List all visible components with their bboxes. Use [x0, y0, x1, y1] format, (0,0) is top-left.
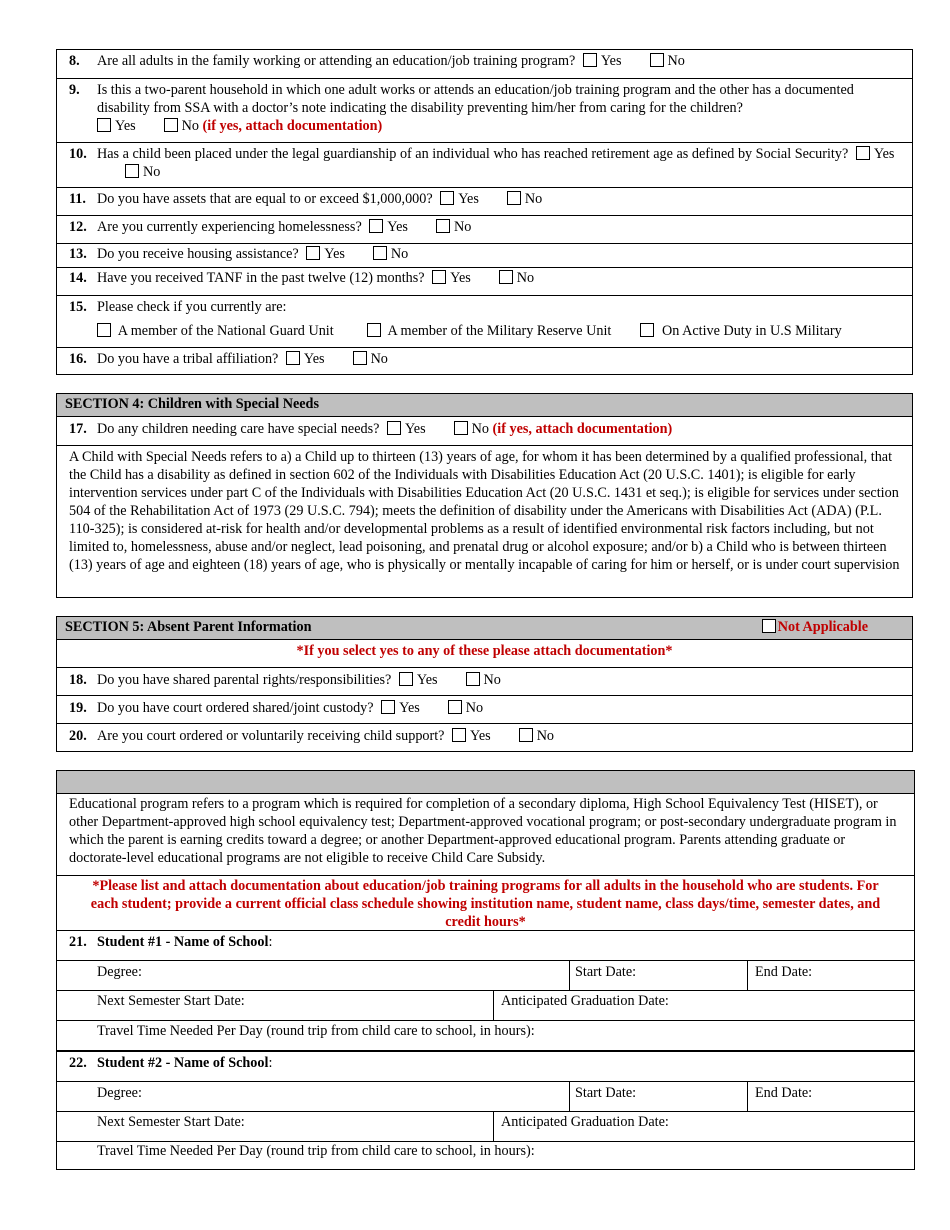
no-checkbox[interactable] — [436, 219, 450, 233]
no-label: No — [516, 270, 535, 286]
yes-label: Yes — [399, 700, 420, 716]
section5-table — [56, 616, 913, 752]
yes-checkbox[interactable] — [583, 53, 597, 67]
question-number: 12. — [69, 219, 87, 235]
question-text: Do you have shared parental rights/responsibilities? — [97, 672, 392, 688]
education-notice-row — [57, 875, 914, 930]
question-number: 19. — [69, 700, 87, 716]
question-number: 11. — [69, 191, 86, 207]
question-19 — [57, 695, 912, 723]
start-date-label: Start Date: — [575, 964, 637, 980]
option-label: A member of the National Guard Unit — [117, 323, 334, 339]
start-date-label: Start Date: — [575, 1085, 637, 1101]
student-1-degree-row — [57, 960, 914, 990]
degree-label: Degree: — [97, 1085, 142, 1101]
question-text: Do you have court ordered shared/joint custody? — [97, 700, 374, 716]
active-duty-checkbox[interactable] — [640, 323, 654, 337]
yes-checkbox[interactable] — [97, 118, 111, 132]
yes-checkbox[interactable] — [856, 146, 870, 160]
no-label: No — [181, 118, 199, 134]
yes-checkbox[interactable] — [381, 700, 395, 714]
student-2-school-row[interactable]: 22. Student #2 - Name of School: — [57, 1050, 914, 1081]
degree-label: Degree: — [97, 964, 142, 980]
yes-label: Yes — [404, 421, 426, 437]
yes-checkbox[interactable] — [387, 421, 401, 435]
question-text: Do you receive housing assistance? — [97, 246, 299, 262]
yes-label: Yes — [458, 191, 479, 207]
question-number: 22. — [69, 1055, 87, 1071]
not-applicable-checkbox[interactable] — [762, 619, 776, 633]
section5-header — [57, 617, 912, 639]
yes-checkbox[interactable] — [286, 351, 300, 365]
education-definition — [57, 793, 914, 875]
school-label: Student #2 - Name of School — [97, 1055, 269, 1071]
question-text: Are all adults in the family working or attending an education/job training program? — [97, 53, 576, 69]
no-label: No — [524, 191, 543, 207]
section6-header — [57, 771, 914, 793]
question-16 — [57, 347, 912, 376]
option-label: On Active Duty in U.S Military — [661, 323, 842, 339]
section4-header — [57, 394, 912, 416]
next-semester-label: Next Semester Start Date: — [97, 1114, 245, 1130]
no-checkbox[interactable] — [125, 164, 139, 178]
section-title: SECTION 5: Absent Parent Information — [65, 619, 312, 635]
not-applicable-label: Not Applicable — [777, 619, 868, 635]
question-10 — [57, 142, 912, 187]
yes-checkbox[interactable] — [306, 246, 320, 260]
section4-table — [56, 393, 913, 598]
question-15 — [57, 295, 912, 347]
no-label: No — [390, 246, 409, 262]
attach-notice: *Please list and attach documentation about education/job training programs for all adults in the household who are students. For each student; provide a current official class schedule showing institution name, student name, class days/time, semester dates, and credit hours* — [90, 878, 881, 930]
section3-table — [56, 49, 913, 375]
yes-label: Yes — [450, 270, 471, 286]
question-number: 8. — [69, 53, 80, 69]
attach-notice: *If you select yes to any of these please attach documentation* — [296, 643, 673, 659]
graduation-date-label: Anticipated Graduation Date: — [501, 1114, 669, 1130]
no-checkbox[interactable] — [454, 421, 468, 435]
option-label: A member of the Military Reserve Unit — [387, 323, 612, 339]
yes-checkbox[interactable] — [452, 728, 466, 742]
student-2-semester-row — [57, 1111, 914, 1141]
no-checkbox[interactable] — [448, 700, 462, 714]
end-date-label: End Date: — [755, 1085, 813, 1101]
no-label: No — [143, 164, 161, 180]
no-label: No — [667, 53, 685, 69]
question-17 — [57, 416, 912, 445]
yes-checkbox[interactable] — [399, 672, 413, 686]
question-text: Has a child been placed under the legal guardianship of an individual who has reached retirement age as defined by Social Security? — [97, 146, 849, 162]
attach-note: (if yes, attach documentation) — [492, 421, 673, 437]
yes-label: Yes — [416, 672, 438, 688]
question-number: 14. — [69, 270, 87, 286]
yes-label: Yes — [115, 118, 136, 134]
question-number: 17. — [69, 421, 87, 437]
question-8 — [57, 50, 912, 78]
yes-label: Yes — [324, 246, 345, 262]
national-guard-checkbox[interactable] — [97, 323, 111, 337]
student-1-school-row[interactable]: 21. Student #1 - Name of School: — [57, 930, 914, 960]
graduation-date-label: Anticipated Graduation Date: — [501, 993, 669, 1009]
question-text: Have you received TANF in the past twelve (12) months? — [97, 270, 425, 286]
no-checkbox[interactable] — [507, 191, 521, 205]
yes-checkbox[interactable] — [369, 219, 383, 233]
question-number: 16. — [69, 351, 87, 367]
travel-time-label: Travel Time Needed Per Day (round trip from child care to school, in hours): — [97, 1143, 535, 1159]
no-checkbox[interactable] — [373, 246, 387, 260]
student-1-semester-row — [57, 990, 914, 1020]
question-text: Are you currently experiencing homelessness? — [97, 219, 362, 235]
yes-label: Yes — [873, 146, 895, 162]
no-checkbox[interactable] — [519, 728, 533, 742]
school-label: Student #1 - Name of School — [97, 934, 269, 950]
no-label: No — [453, 219, 472, 235]
question-18 — [57, 667, 912, 695]
no-label: No — [536, 728, 555, 744]
student-2-travel-row — [57, 1141, 914, 1171]
student-1-travel-row — [57, 1020, 914, 1050]
question-number: 10. — [69, 146, 87, 162]
question-text: Do you have a tribal affiliation? — [97, 351, 279, 367]
no-label: No — [483, 672, 501, 688]
question-number: 9. — [69, 82, 80, 98]
no-checkbox[interactable] — [650, 53, 664, 67]
no-label: No — [471, 421, 489, 437]
question-14 — [57, 267, 912, 295]
attach-note: (if yes, attach documentation) — [202, 118, 383, 134]
question-text: Do any children needing care have special needs? — [97, 421, 380, 437]
question-text: Is this a two-parent household in which one adult works or attends an education/job training program and the other has a documented disability from SSA with a doctor’s note indicating the disability preventing him/her from caring for the children? — [97, 82, 854, 116]
section6-table — [56, 770, 915, 1170]
definition-text: Educational program refers to a program which is required for completion of a secondary diploma, High School Equivalency Test (HISET), or other Department-approved high school equivalency test; Department-approved vocational program; or post-secondary undergraduate program in which the parent is earning credits toward a degree; or another Department-approved educational program. Parents attending graduate or doctorate-level educational programs are not eligible to receive Child Care Subsidy. — [69, 796, 897, 866]
special-needs-definition — [57, 445, 912, 599]
question-13 — [57, 243, 912, 267]
yes-label: Yes — [303, 351, 325, 367]
question-text: Please check if you currently are: — [97, 299, 287, 315]
end-date-label: End Date: — [755, 964, 813, 980]
question-number: 18. — [69, 672, 87, 688]
question-12 — [57, 215, 912, 243]
question-9 — [57, 78, 912, 142]
no-checkbox[interactable] — [164, 118, 178, 132]
student-2-degree-row — [57, 1081, 914, 1111]
question-number: 15. — [69, 299, 87, 315]
question-20 — [57, 723, 912, 753]
section-title: SECTION 4: Children with Special Needs — [65, 396, 319, 412]
yes-checkbox[interactable] — [432, 270, 446, 284]
definition-text: A Child with Special Needs refers to a) a Child up to thirteen (13) years of age, for whom it has been determined by a qualified professional, that the Child has a disability as defined in section 602 of the Individuals with Disabilities Education Act (20 U.S.C. 1401); is eligible for early intervention services under part C of the Individuals with Disabilities Education Act (20 U.S.C. 1431 et seq.); is eligible for services under section 504 of the Rehabilitation Act of 1973 (29 U.S.C. 794); meets the definition of disability under the Americans with Disabilities Act (ADA) (P.L. 110-325); is considered at-risk for health and/or developmental problems as a result of identified environmental risk factors including, but not limited to, homelessness, abuse and/or neglect, lead poisoning, and prenatal drug or alcohol exposure; and/or b) a Child who is between thirteen (13) years of age and eighteen (18) years of age, who is physically or mentally incapable of caring for him or herself, or is under court supervision — [69, 449, 900, 573]
question-number: 13. — [69, 246, 87, 262]
question-number: 21. — [69, 934, 87, 950]
yes-label: Yes — [600, 53, 622, 69]
no-checkbox[interactable] — [499, 270, 513, 284]
military-reserve-checkbox[interactable] — [367, 323, 381, 337]
no-label: No — [370, 351, 388, 367]
question-text: Do you have assets that are equal to or exceed $1,000,000? — [97, 191, 433, 207]
travel-time-label: Travel Time Needed Per Day (round trip from child care to school, in hours): — [97, 1023, 535, 1039]
no-checkbox[interactable] — [466, 672, 480, 686]
no-checkbox[interactable] — [353, 351, 367, 365]
question-number: 20. — [69, 728, 87, 744]
question-text: Are you court ordered or voluntarily receiving child support? — [97, 728, 445, 744]
next-semester-label: Next Semester Start Date: — [97, 993, 245, 1009]
no-label: No — [465, 700, 484, 716]
section5-notice-row — [57, 639, 912, 667]
yes-label: Yes — [470, 728, 491, 744]
yes-label: Yes — [387, 219, 408, 235]
question-11 — [57, 187, 912, 215]
yes-checkbox[interactable] — [440, 191, 454, 205]
